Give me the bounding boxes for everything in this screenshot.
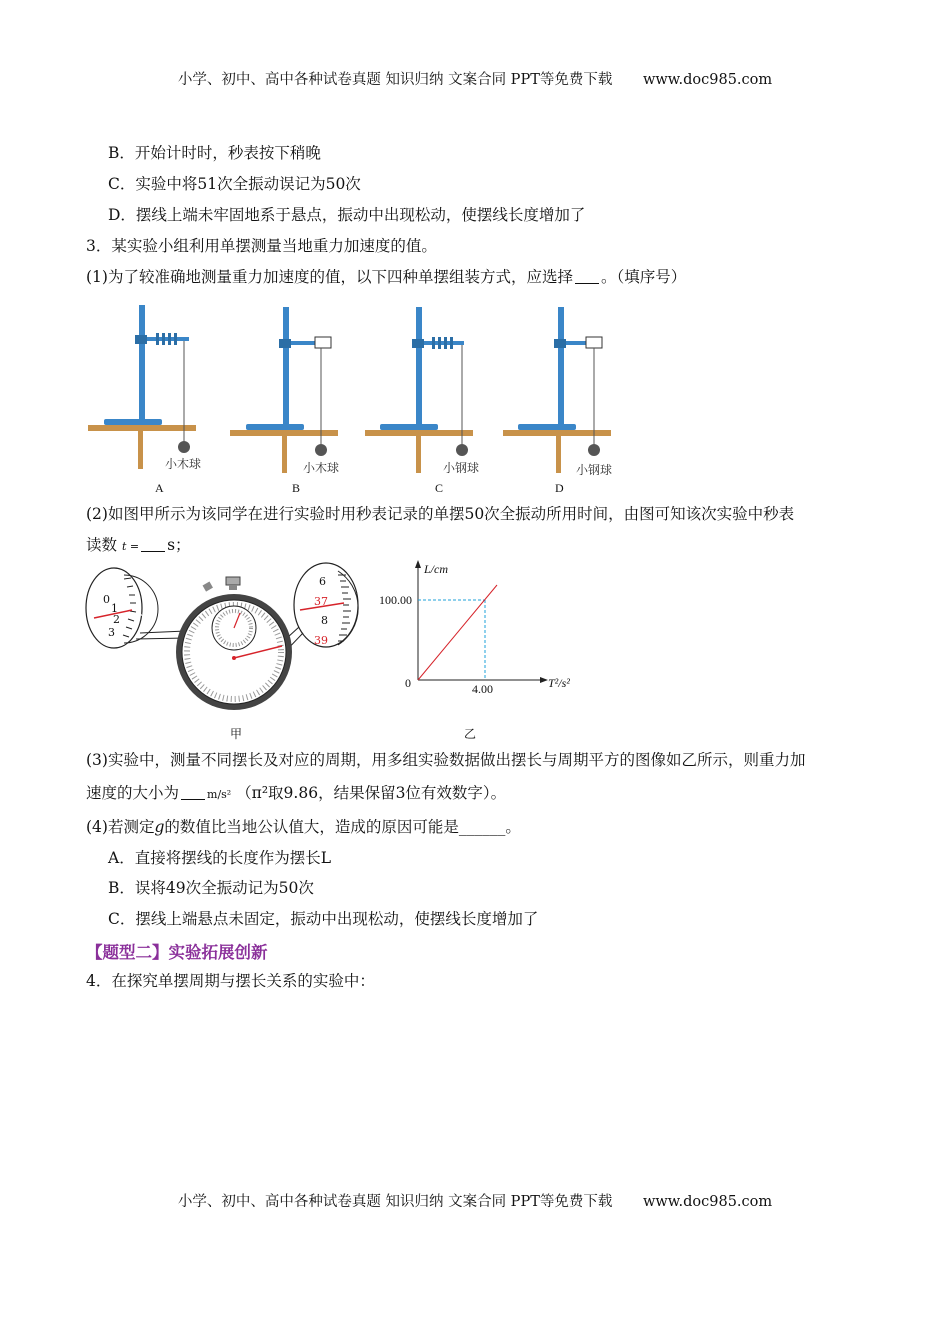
stopwatch-figure bbox=[86, 565, 386, 735]
answer-blank[interactable] bbox=[181, 785, 205, 800]
acceleration-unit: m/s² bbox=[207, 788, 232, 801]
y-axis-label: L/cm bbox=[424, 562, 448, 576]
footer-url[interactable]: www.doc985.com bbox=[642, 1194, 773, 1210]
setup-d bbox=[503, 307, 611, 473]
setup-a-ball-label: 小木球 bbox=[165, 457, 202, 471]
q3-part3-line1: (3)实验中，测量不同摆长及对应的周期，用多组实验数据做出摆长与周期平方的图像如乙所示，则重力加 bbox=[86, 751, 806, 769]
prev-option-b: B．开始计时时，秒表按下稍晚 bbox=[108, 144, 321, 162]
q3-part4-option-b: B．误将49次全振动记为50次 bbox=[108, 879, 314, 897]
q3-part1 bbox=[86, 267, 686, 287]
minute-tick-0: 0 bbox=[103, 593, 110, 606]
section-heading: 【题型二】实验拓展创新 bbox=[86, 943, 268, 962]
graph-origin: 0 bbox=[405, 676, 411, 690]
q3-part2-line1: (2)如图甲所示为该同学在进行实验时用秒表记录的单摆50次全振动所用时间，由图可知该次实验中秒表 bbox=[86, 505, 795, 523]
q3-part1-text: (1)为了较准确地测量重力加速度的值，以下四种单摆组装方式，应选择 bbox=[86, 268, 573, 286]
setup-c-ball-label: 小钢球 bbox=[443, 461, 480, 475]
q3-part3-text: 速度的大小为 bbox=[86, 784, 180, 802]
second-tick-39: 39 bbox=[314, 634, 328, 647]
second-tick-37: 37 bbox=[314, 595, 328, 608]
q3-part4-option-a: A．直接将摆线的长度作为摆长L bbox=[108, 849, 331, 867]
q3-part2-line2 bbox=[86, 535, 191, 557]
setup-c-letter: C bbox=[435, 481, 444, 495]
x-tick: 4.00 bbox=[472, 682, 493, 696]
header-text: 小学、初中、高中各种试卷真题 知识归纳 文案合同 PPT等免费下载 bbox=[177, 72, 613, 88]
q3-stem: 3．某实验小组利用单摆测量当地重力加速度的值。 bbox=[86, 237, 437, 255]
graph-caption: 乙 bbox=[464, 727, 477, 741]
answer-blank[interactable] bbox=[575, 269, 599, 284]
q3-part4-option-c: C．摆线上端悬点未固定，振动中出现松动，使摆线长度增加了 bbox=[108, 910, 539, 928]
q4-stem: 4．在探究单摆周期与摆长关系的实验中： bbox=[86, 972, 375, 990]
q3-part1-tail: 。（填序号） bbox=[600, 268, 687, 286]
second-tick-6: 6 bbox=[319, 575, 326, 588]
setup-c bbox=[365, 307, 473, 473]
setup-a-letter: A bbox=[155, 481, 164, 495]
q3-part3-line2 bbox=[86, 783, 506, 805]
prev-option-c: C．实验中将51次全振动误记为50次 bbox=[108, 175, 361, 193]
second-tick-8: 8 bbox=[321, 614, 328, 627]
x-axis-label: T²/s² bbox=[548, 676, 570, 690]
minute-tick-1: 1 bbox=[111, 602, 118, 615]
stopwatch-caption: 甲 bbox=[230, 727, 243, 741]
setup-b-ball-label: 小木球 bbox=[303, 461, 340, 475]
y-tick: 100.00 bbox=[379, 593, 412, 607]
page-header bbox=[0, 68, 950, 89]
setup-a bbox=[88, 305, 196, 469]
prev-option-d: D．摆线上端未牢固地系于悬点，振动中出现松动，使摆线长度增加了 bbox=[108, 206, 586, 224]
q3-part3-tail: （π²取9.86，结果保留3位有效数字）。 bbox=[236, 784, 507, 802]
minute-tick-2: 2 bbox=[113, 613, 120, 626]
setup-d-ball-label: 小钢球 bbox=[576, 463, 613, 477]
q3-part4 bbox=[86, 817, 521, 837]
setup-d-letter: D bbox=[555, 481, 564, 495]
header-url[interactable]: www.doc985.com bbox=[642, 72, 773, 88]
answer-blank[interactable] bbox=[141, 537, 165, 552]
setup-b bbox=[230, 307, 338, 473]
setup-b-letter: B bbox=[292, 481, 301, 495]
g-variable: g bbox=[154, 818, 165, 836]
minute-tick-3: 3 bbox=[108, 626, 115, 639]
page-footer bbox=[0, 1190, 950, 1211]
footer-text: 小学、初中、高中各种试卷真题 知识归纳 文案合同 PPT等免费下载 bbox=[177, 1194, 613, 1210]
q3-part2-text: 读数 bbox=[86, 536, 118, 554]
q3-part2-tail: s； bbox=[167, 536, 191, 554]
q3-part4-tail: 的数值比当地公认值大，造成的原因可能是______。 bbox=[164, 818, 521, 836]
time-variable: t = bbox=[121, 540, 140, 553]
q3-part4-text: (4)若测定 bbox=[86, 818, 155, 836]
